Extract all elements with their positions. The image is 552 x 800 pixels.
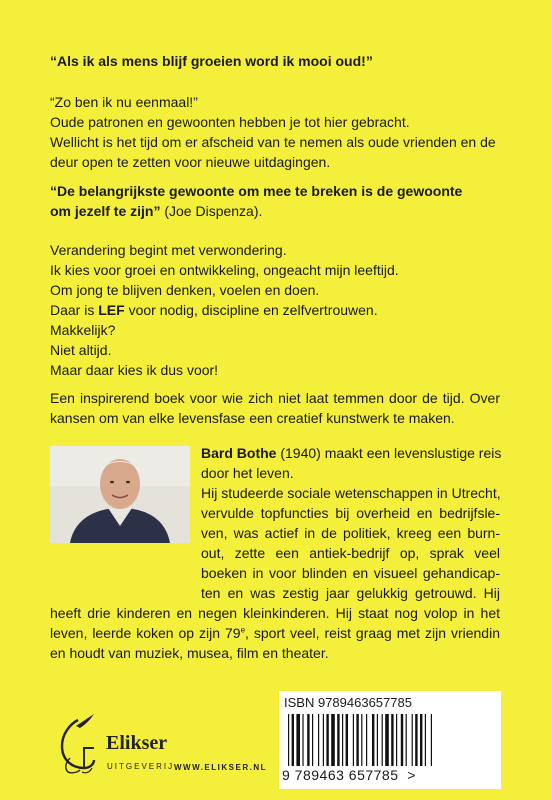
summary-line: Een inspirerend boek voor wie zich niet laat temmen door de tijd. Over	[50, 390, 500, 406]
lef-line	[50, 300, 500, 320]
barcode-bar	[312, 714, 313, 766]
barcode-bar	[307, 714, 309, 766]
dispenza-quote-line1: “De belangrijkste gewoonte om mee te breken is de gewoonte	[50, 183, 463, 199]
change-line: Makkelijk?	[50, 322, 116, 338]
bio-line: boeken in voor blinden en visueel gehandicap-	[201, 565, 500, 581]
barcode-bar	[342, 714, 343, 766]
isbn-digits: 9 789463 657785	[282, 767, 399, 783]
summary-paragraph	[50, 388, 500, 428]
bio-first-rest: (1940) maakt een levenslustige reis	[276, 445, 502, 461]
lef-after: voor nodig, discipline en zelfvertrouwen.	[124, 302, 378, 318]
isbn-arrow: >	[407, 767, 416, 783]
bio-age-before: leven, leerde koken op zijn 79	[50, 625, 241, 641]
bio-line: vervulde topfuncties bij overheid en bedrijfsle-	[201, 505, 500, 521]
barcode-bar	[356, 714, 358, 766]
barcode-bar	[366, 714, 367, 766]
bio-line: en houdt van muziek, musea, film en theater.	[50, 645, 329, 661]
author-portrait-illustration	[50, 446, 190, 543]
barcode-bar	[337, 714, 339, 766]
publisher-url: WWW.ELIKSER.NL	[174, 763, 267, 772]
barcode-bar	[326, 714, 328, 766]
barcode-bar	[323, 714, 324, 766]
barcode-bar	[425, 714, 426, 766]
change-paragraph	[50, 240, 500, 380]
barcode-bar	[420, 714, 422, 766]
isbn-digits-line	[282, 765, 416, 785]
bio-age-sup: e	[240, 625, 246, 635]
barcode-bar	[431, 714, 432, 766]
bio-line: heeft drie kinderen en negen kleinkinderen. Hij staat nog volop in het	[50, 605, 500, 621]
lef-word: LEF	[98, 302, 125, 318]
dispenza-quote-line2	[50, 201, 500, 221]
isbn-label: ISBN 9789463657785	[284, 695, 412, 710]
lef-before: Daar is	[50, 302, 99, 318]
bio-age-after: , sport veel, reist graag met zijn vriendin	[245, 625, 500, 641]
dispenza-quote-bold: om jezelf te zijn”	[50, 203, 161, 219]
change-line: Niet altijd.	[50, 342, 112, 358]
barcode-bar	[353, 714, 354, 766]
barcode-bar	[302, 714, 303, 766]
change-line: Om jong te blijven denken, voelen en doen.	[50, 282, 320, 298]
author-photo	[50, 446, 190, 543]
barcode-bar	[406, 714, 407, 766]
barcode-bar	[412, 714, 413, 766]
change-line: Verandering begint met verwondering.	[50, 242, 287, 258]
bio-line: ten en was zestig jaar gelukkig getrouwd. Hij	[201, 585, 500, 601]
intro-line: Wellicht is het tijd om er afscheid van te nemen als oude vrienden en de	[50, 134, 496, 150]
barcode-bar	[391, 714, 393, 766]
author-bio	[201, 443, 500, 603]
isbn-barcode	[284, 714, 484, 766]
opening-quote	[50, 51, 500, 71]
barcode-bar	[382, 714, 383, 766]
barcode-bar	[296, 714, 300, 766]
bio-line: door het leven.	[201, 465, 294, 481]
dispenza-quote	[50, 181, 500, 221]
barcode-bar	[385, 714, 389, 766]
dispenza-attribution: (Joe Dispenza).	[160, 203, 263, 219]
summary-line: kansen om van elke levensfase een creatief kunstwerk te maken.	[50, 410, 455, 426]
barcode-bar	[331, 714, 335, 766]
bio-line: ven, was actief in de politiek, kreeg een burn-	[201, 525, 500, 541]
intro-paragraph	[50, 92, 500, 172]
bio-age-line	[50, 623, 500, 643]
intro-line: “Zo ben ik nu eenmaal!”	[50, 94, 198, 110]
change-line: Maar daar kies ik dus voor!	[50, 362, 219, 378]
barcode-bar	[318, 714, 319, 766]
intro-line: Oude patronen en gewoonten hebben je tot hier gebracht.	[50, 114, 410, 130]
barcode-bar	[288, 714, 289, 766]
intro-line: deur open te zetten voor nieuwe uitdagingen.	[50, 154, 331, 170]
author-name: Bard Bothe	[201, 445, 277, 461]
quote-text: “Als ik als mens blijf groeien word ik mooi oud!”	[50, 53, 373, 69]
bio-line: out, zette een antiek-bedrijf op, sprak veel	[201, 545, 500, 561]
author-bio-continued	[50, 603, 500, 663]
publisher-name: Elikser	[106, 732, 168, 754]
barcode-bar	[415, 714, 417, 766]
barcode-bar	[372, 714, 374, 766]
barcode-bar	[377, 714, 378, 766]
barcode-bar	[361, 714, 362, 766]
bio-first-line	[201, 443, 500, 463]
bio-line: Hij studeerde sociale wetenschappen in Utrecht,	[201, 485, 501, 501]
publisher-subtitle: UITGEVERIJ	[107, 762, 175, 771]
barcode-bar	[396, 714, 397, 766]
barcode-bar	[401, 714, 403, 766]
change-line: Ik kies voor groei en ontwikkeling, ongeacht mijn leeftijd.	[50, 262, 399, 278]
barcode-bar	[292, 714, 294, 766]
barcode-bar	[346, 714, 348, 766]
